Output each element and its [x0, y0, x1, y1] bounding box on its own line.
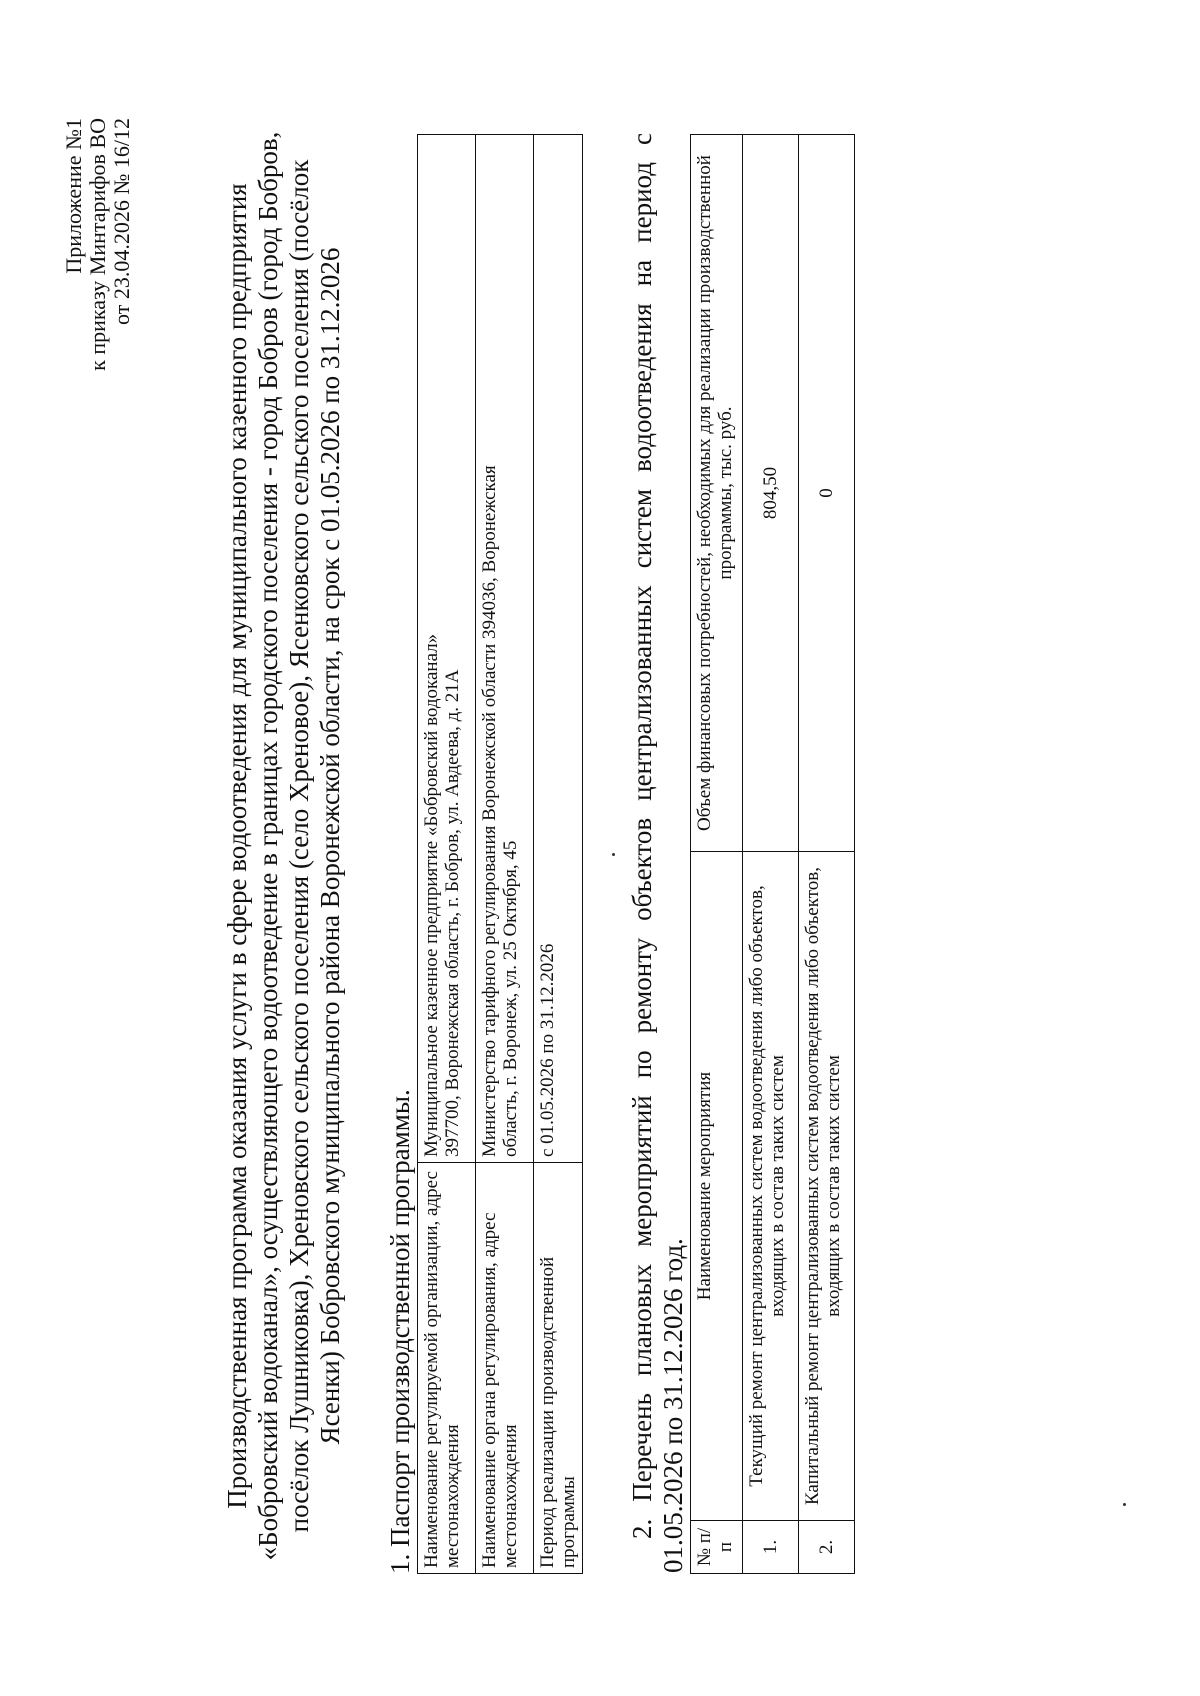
- passport-label: Период реализации производственной программы: [534, 1163, 583, 1574]
- table-row: [743, 135, 799, 1574]
- title-line-2: «Бобровский водоканал», осуществляющего водоотведение в границах городского поселения - город Бобров (город Бобров,: [253, 131, 283, 1561]
- passport-value: [476, 135, 534, 1163]
- cell-name: Капитальный ремонт централизованных систем водоотведения либо объектов, входящих в состав таких систем: [799, 852, 855, 1521]
- title-line-4: Ясенки) Бобровского муниципального района Воронежской области, на срок с 01.05.2026 по 31.12.2026: [315, 247, 345, 1445]
- scan-speck: [1123, 1503, 1126, 1506]
- title-line-3: посёлок Лушниковка), Хреновского сельского поселения (село Хреновое), Ясенковского сельского поселения (посёлок: [284, 159, 314, 1533]
- appendix-order: к приказу Минтарифов ВО: [85, 118, 110, 371]
- passport-value: [418, 135, 476, 1163]
- passport-value-line: с 01.05.2026 по 31.12.2026: [537, 943, 558, 1157]
- cell-num: 2.: [799, 1521, 855, 1574]
- table-row: [799, 135, 855, 1574]
- passport-table: [417, 134, 583, 1574]
- passport-label: Наименование регулируемой организации, адрес местонахождения: [418, 1163, 476, 1574]
- passport-value-line: область, г. Воронеж, ул. 25 Октября, 45: [500, 840, 521, 1157]
- scan-speck: [612, 853, 615, 856]
- table-header-row: [691, 135, 743, 1574]
- cell-num: 1.: [743, 1521, 799, 1574]
- title-line-1: Производственная программа оказания услуги в сфере водоотведения для муниципального казенного предприятия: [222, 183, 252, 1509]
- document-title: [222, 116, 346, 1576]
- passport-label: Наименование органа регулирования, адрес местонахождения: [476, 1163, 534, 1574]
- header-value: Объем финансовых потребностей, необходимых для реализации производственной программы, тыс. руб.: [691, 135, 743, 852]
- passport-value: [534, 135, 583, 1163]
- cell-value: 804,50: [743, 135, 799, 852]
- table-row: [418, 135, 476, 1574]
- cell-name: Текущий ремонт централизованных систем водоотведения либо объектов, входящих в состав таких систем: [743, 852, 799, 1521]
- header-num: № п/п: [691, 1521, 743, 1574]
- cell-value: 0: [799, 135, 855, 852]
- appendix-date: от 23.04.2026 № 16/12: [109, 118, 134, 325]
- passport-value-line: 397700, Воронежская область, г. Бобров, ул. Авдеева, д. 21А: [442, 669, 463, 1157]
- section-2-heading: 2. Перечень плановых мероприятий по ремонту объектов централизованных систем водоотведения на период с 01.05.2026 по 31.12.2026 год.: [627, 133, 688, 1573]
- section-1-heading: 1. Паспорт производственной программы.: [385, 1089, 415, 1574]
- passport-value-line: Министерство тарифного регулирования Воронежской области 394036, Воронежская: [479, 465, 500, 1157]
- measures-table: [690, 134, 855, 1574]
- appendix-reference: [62, 118, 134, 371]
- header-name: Наименование мероприятия: [691, 852, 743, 1521]
- passport-value-line: Муниципальное казенное предприятие «Бобровский водоканал»: [421, 633, 442, 1157]
- table-row: [534, 135, 583, 1574]
- appendix-number: Приложение №1: [61, 118, 86, 274]
- table-row: [476, 135, 534, 1574]
